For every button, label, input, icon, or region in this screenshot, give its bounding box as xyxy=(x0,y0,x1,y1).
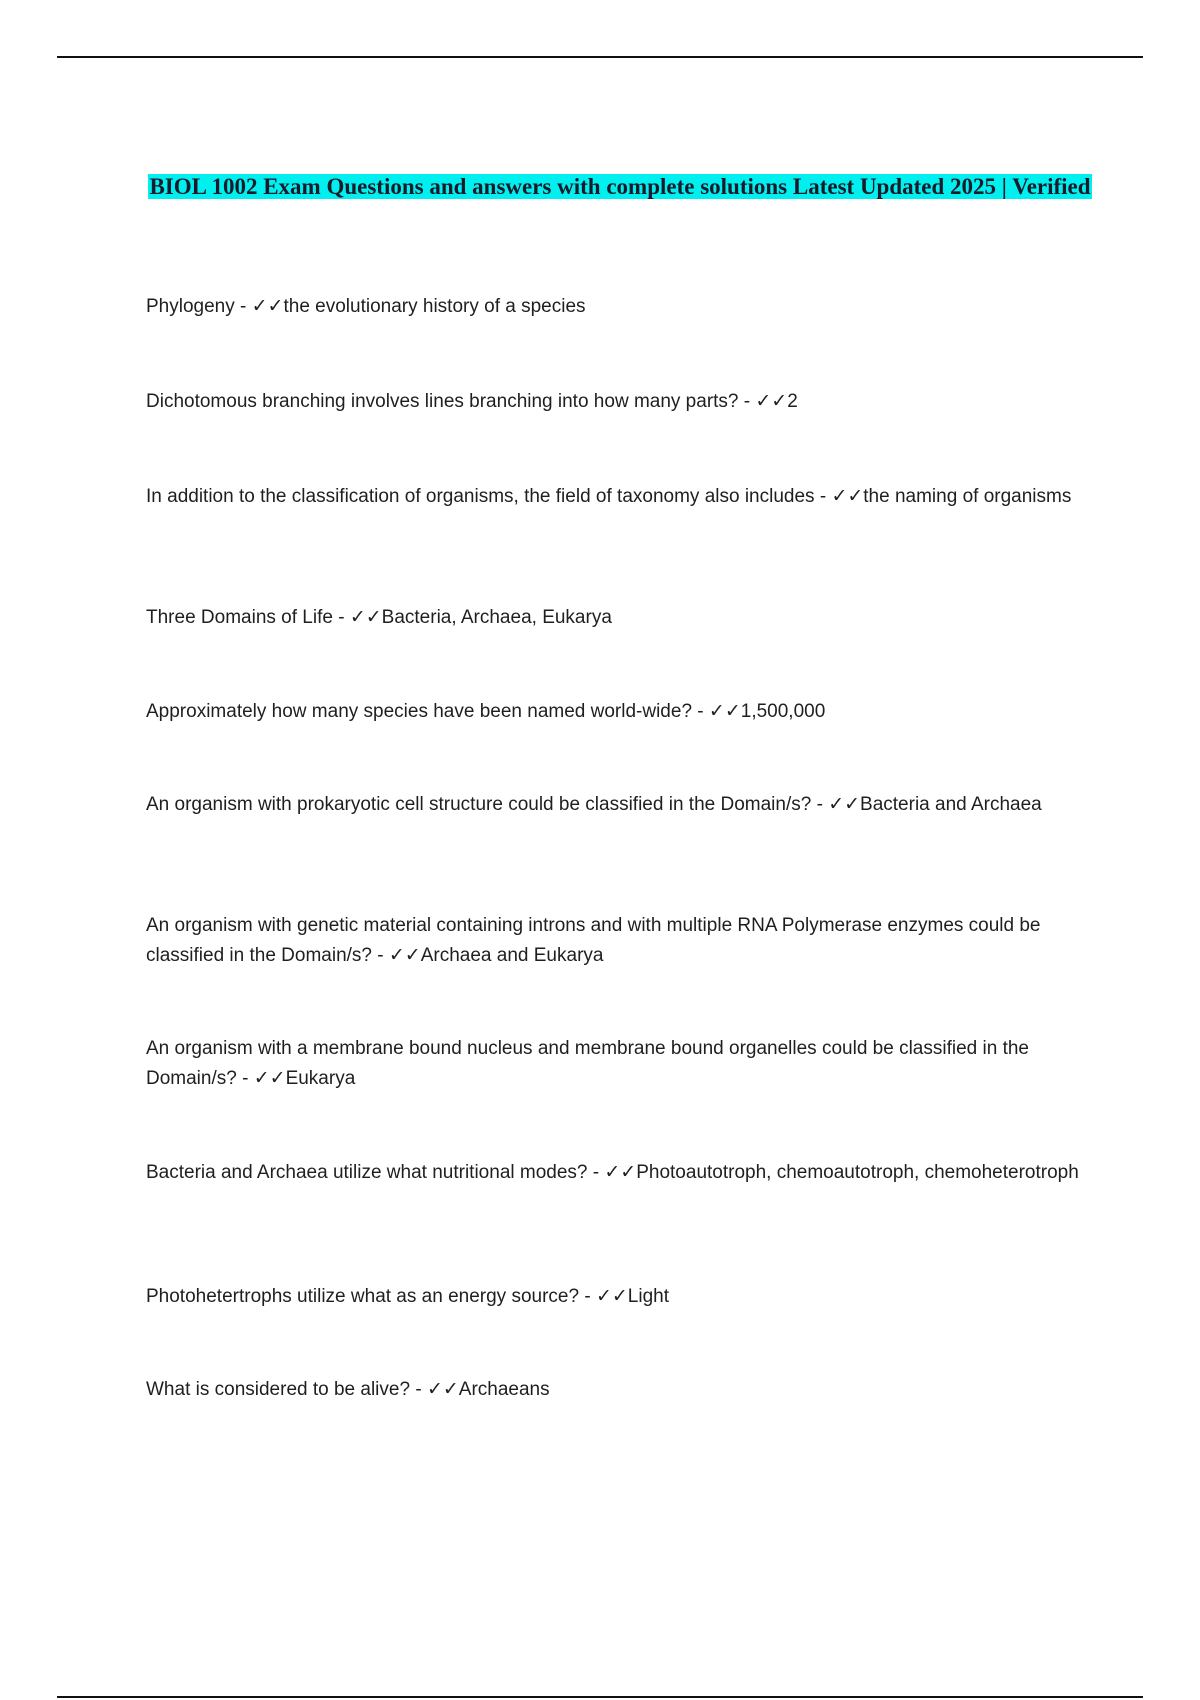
separator: - xyxy=(814,486,832,507)
checkmark-icon: ✓✓ xyxy=(604,1162,637,1183)
checkmark-icon: ✓✓ xyxy=(595,1286,628,1307)
question-text: Photohetertrophs utilize what as an energy source? xyxy=(146,1286,580,1307)
separator: - xyxy=(332,607,350,628)
question-text: Phylogeny xyxy=(146,296,235,317)
checkmark-icon: ✓✓ xyxy=(349,607,382,628)
top-rule xyxy=(57,56,1143,58)
answer-text: Archaeans xyxy=(458,1379,550,1400)
checkmark-icon: ✓✓ xyxy=(831,486,864,507)
qa-item-8 xyxy=(146,1034,1086,1094)
qa-item-6 xyxy=(146,790,1086,820)
checkmark-icon: ✓✓ xyxy=(426,1379,459,1400)
checkmark-icon: ✓✓ xyxy=(708,701,741,722)
separator: - xyxy=(410,1379,427,1400)
document-title xyxy=(140,172,1100,201)
answer-text: Photoautotroph, chemoautotroph, chemoheterotroph xyxy=(636,1162,1079,1183)
answer-text: Bacteria and Archaea xyxy=(860,794,1042,815)
question-text: Three Domains of Life xyxy=(146,607,333,628)
qa-item-10 xyxy=(146,1282,1086,1312)
separator: - xyxy=(236,1068,254,1089)
qa-item-7 xyxy=(146,911,1086,971)
qa-item-2 xyxy=(146,387,1086,417)
checkmark-icon: ✓✓ xyxy=(251,296,284,317)
checkmark-icon: ✓✓ xyxy=(253,1068,286,1089)
qa-item-3 xyxy=(146,482,1086,512)
separator: - xyxy=(738,391,756,412)
question-text: An organism with genetic material containing introns and with multiple RNA Polymerase enzymes could be classified in the Domain/s? xyxy=(146,915,1041,966)
qa-item-4 xyxy=(146,603,1086,633)
answer-text: 2 xyxy=(787,391,798,412)
question-text: Bacteria and Archaea utilize what nutritional modes? xyxy=(146,1162,588,1183)
qa-item-9 xyxy=(146,1158,1086,1188)
question-text: Approximately how many species have been named world-wide? xyxy=(146,701,693,722)
question-text: An organism with prokaryotic cell structure could be classified in the Domain/s? xyxy=(146,794,812,815)
bottom-rule xyxy=(57,1696,1143,1698)
separator: - xyxy=(372,945,389,966)
separator: - xyxy=(234,296,252,317)
answer-text: Bacteria, Archaea, Eukarya xyxy=(381,607,612,628)
qa-item-5 xyxy=(146,697,1086,727)
qa-item-1 xyxy=(146,292,1086,322)
answer-text: Eukarya xyxy=(285,1068,356,1089)
checkmark-icon: ✓✓ xyxy=(828,794,861,815)
question-text: In addition to the classification of organisms, the field of taxonomy also includes xyxy=(146,486,815,507)
separator: - xyxy=(587,1162,605,1183)
answer-text: Archaea and Eukarya xyxy=(420,945,604,966)
question-text: Dichotomous branching involves lines branching into how many parts? xyxy=(146,391,739,412)
answer-text: 1,500,000 xyxy=(740,701,826,722)
answer-text: the evolutionary history of a species xyxy=(283,296,586,317)
checkmark-icon: ✓✓ xyxy=(755,391,788,412)
checkmark-icon: ✓✓ xyxy=(388,945,421,966)
separator: - xyxy=(692,701,709,722)
answer-text: the naming of organisms xyxy=(863,486,1072,507)
answer-text: Light xyxy=(627,1286,669,1307)
question-text: What is considered to be alive? xyxy=(146,1379,411,1400)
separator: - xyxy=(811,794,829,815)
separator: - xyxy=(579,1286,596,1307)
question-text: An organism with a membrane bound nucleus and membrane bound organelles could be classified in the Domain/s? xyxy=(146,1038,1029,1089)
qa-item-11 xyxy=(146,1375,1086,1405)
document-title-text: BIOL 1002 Exam Questions and answers with complete solutions Latest Updated 2025 | Verified xyxy=(149,174,1091,199)
